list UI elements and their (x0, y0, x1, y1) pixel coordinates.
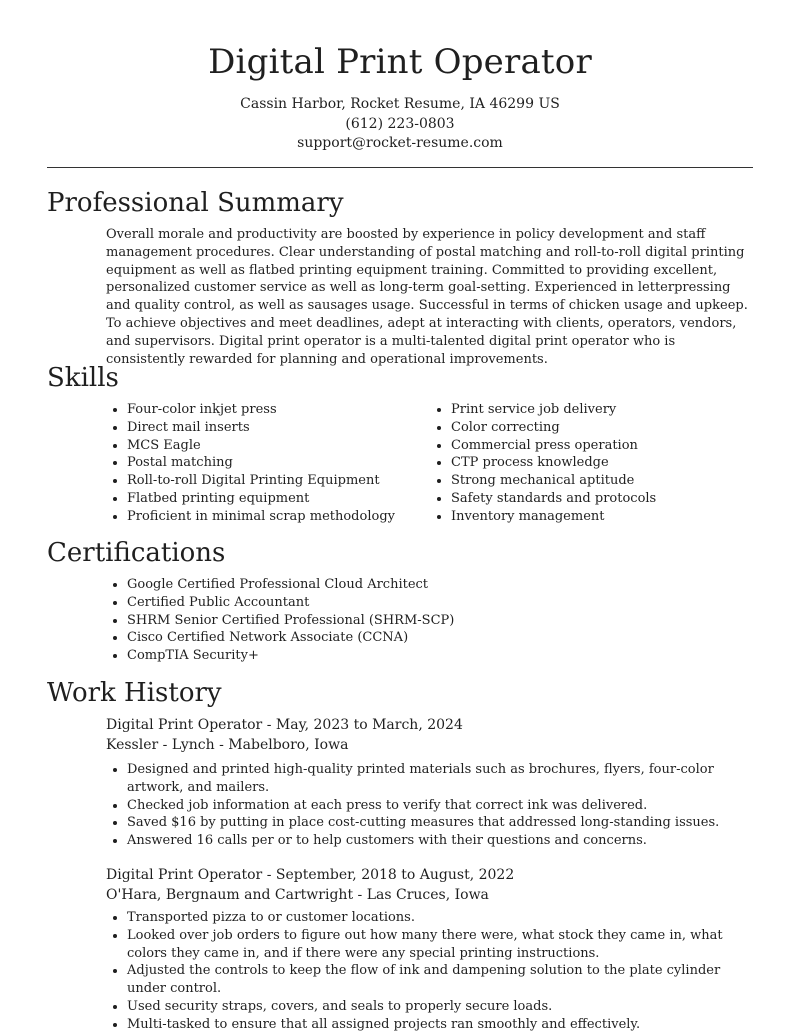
skill-item: • Four-color inkjet press (127, 401, 430, 419)
job-entry (106, 716, 754, 850)
resume-header (0, 0, 800, 154)
summary-text: Overall morale and productivity are boosted by experience in policy development and staff management procedures. Clear understanding of postal matching and roll-to-roll digital printing equipment as well as flatbed printing equipment training. Committed to providing excellent, personalized customer service as well as long-term goal-setting. Experienced in letterpressing and quality control, as well as sausages usage. Successful in terms of chicken usage and upkeep. To achieve objectives and meet deadlines, adept at interacting with clients, operators, vendors, and supervisors. Digital print operator is a multi-talented digital print operator who is consistently rewarded for planning and operational improvements. (106, 227, 748, 367)
certifications-heading: Certifications (47, 538, 226, 568)
duty-item: • Checked job information at each press to verify that correct ink was delivered. (127, 797, 754, 815)
job-duties (106, 909, 754, 1034)
skill-item: • Roll-to-roll Digital Printing Equipment (127, 472, 430, 490)
skill-item: • MCS Eagle (127, 437, 430, 455)
duty-item: • Designed and printed high-quality printed materials such as brochures, flyers, four-color artwork, and mailers. (127, 761, 754, 797)
skill-item: • Safety standards and protocols (451, 490, 754, 508)
skill-item: • Color correcting (451, 419, 754, 437)
job-dates: - September, 2018 to August, 2022 (262, 867, 515, 883)
job-position: Digital Print Operator (106, 867, 263, 883)
candidate-name: Digital Print Operator (208, 42, 592, 82)
skill-item: • Direct mail inserts (127, 419, 430, 437)
skills-list-right (430, 401, 754, 526)
duty-item: • Multi-tasked to ensure that all assigned projects ran smoothly and effectively. (127, 1016, 754, 1034)
duty-item: • Answered 16 calls per or to help customers with their questions and concerns. (127, 832, 754, 850)
job-title-line (106, 716, 754, 736)
duty-item: • Transported pizza to or customer locations. (127, 909, 754, 927)
header-divider (47, 167, 753, 168)
job-company: Kessler - Lynch (106, 736, 215, 753)
duty-item: • Saved $16 by putting in place cost-cutting measures that addressed long-standing issues. (127, 814, 754, 832)
job-duties (106, 761, 754, 850)
work-history-heading: Work History (47, 678, 222, 708)
skill-item: • Print service job delivery (451, 401, 754, 419)
skill-item: • Commercial press operation (451, 437, 754, 455)
job-dates: - May, 2023 to March, 2024 (262, 717, 463, 733)
skill-item: • Inventory management (451, 508, 754, 526)
contact-info (0, 95, 800, 154)
certification-item: • SHRM Senior Certified Professional (SHRM-SCP) (127, 612, 754, 630)
skill-item: • Strong mechanical aptitude (451, 472, 754, 490)
certification-item: • Cisco Certified Network Associate (CCNA) (127, 629, 754, 647)
job-company-line (106, 886, 754, 906)
phone: (612) 223-0803 (345, 115, 455, 132)
skills-section (106, 401, 754, 526)
certification-item: • CompTIA Security+ (127, 647, 754, 665)
job-entry (106, 866, 754, 1034)
skill-item: • Proficient in minimal scrap methodology (127, 508, 430, 526)
summary-section (106, 226, 754, 368)
skills-heading: Skills (47, 363, 119, 393)
job-location: - Mabelboro, Iowa (214, 736, 349, 753)
address: Cassin Harbor, Rocket Resume, IA 46299 US (240, 96, 560, 112)
certifications-section (106, 576, 754, 665)
skill-item: • CTP process knowledge (451, 454, 754, 472)
summary-heading: Professional Summary (47, 188, 344, 218)
job-title-line (106, 866, 754, 886)
certification-item: • Google Certified Professional Cloud Architect (127, 576, 754, 594)
skill-item: • Postal matching (127, 454, 430, 472)
certification-item: • Certified Public Accountant (127, 594, 754, 612)
job-company-line (106, 736, 754, 756)
skills-list-left (106, 401, 430, 526)
email: support@rocket-resume.com (297, 135, 503, 151)
skill-item: • Flatbed printing equipment (127, 490, 430, 508)
duty-item: • Looked over job orders to figure out how many there were, what stock they came in, what colors they came in, and if there were any special printing instructions. (127, 927, 754, 963)
job-company: O'Hara, Bergnaum and Cartwright (106, 886, 354, 903)
job-location: - Las Cruces, Iowa (353, 886, 489, 903)
certifications-list (106, 576, 754, 665)
duty-item: • Used security straps, covers, and seals to properly secure loads. (127, 998, 754, 1016)
job-position: Digital Print Operator (106, 717, 263, 733)
duty-item: • Adjusted the controls to keep the flow of ink and dampening solution to the plate cylinder under control. (127, 962, 754, 998)
